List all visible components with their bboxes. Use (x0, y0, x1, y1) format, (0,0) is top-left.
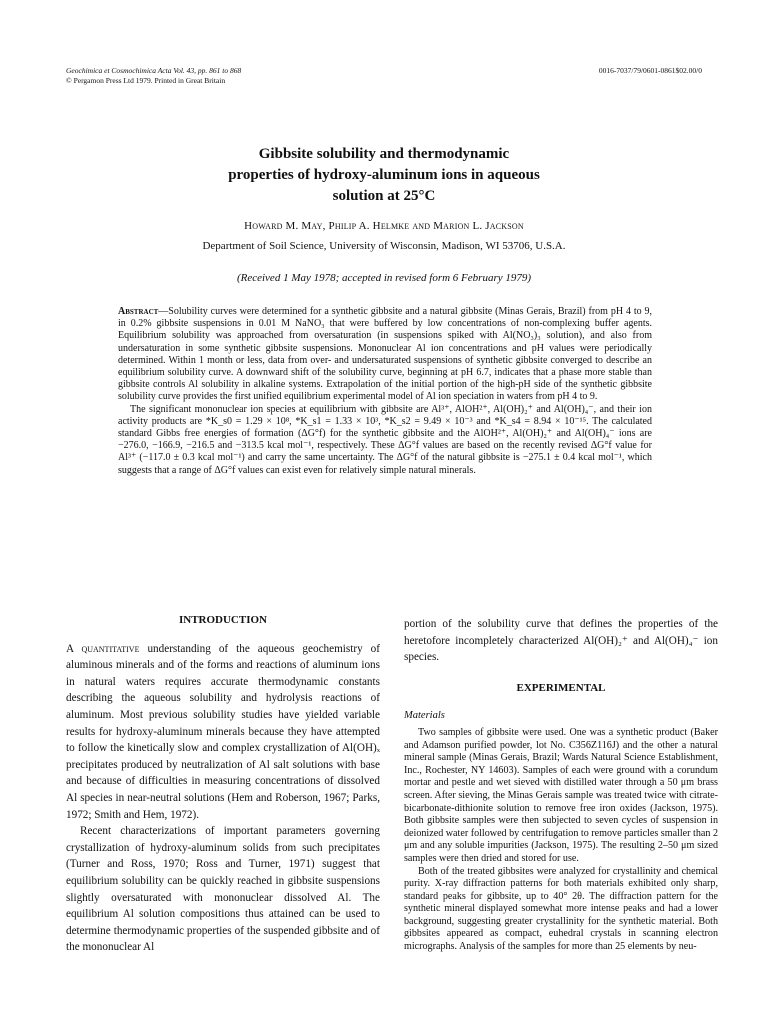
materials-section (404, 727, 718, 954)
materials-paragraph-2: Both of the treated gibbsites were analyzed for crystallinity and chemical purity. X-ray diffraction patterns for both materials exhibited only sharp, standard peaks for gibbsite, up to 40° 2θ. The diffraction pattern for the synthetic mineral displayed somewhat more intense peaks and had a lower background, suggesting greater crystallinity for the synthetic material. Both gibbsites appeared as compact, euhedral crystals in scanning electron micrographs. Analysis of the samples for more than 25 elements by neu- (404, 865, 718, 953)
intro-paragraph-1 (66, 641, 380, 824)
article-code: 0016-7037/79/0601-0861$02.00/0 (598, 66, 702, 75)
affiliation: Department of Soil Science, University of Wisconsin, Madison, WI 53706, U.S.A. (202, 240, 566, 252)
journal-citation (66, 66, 241, 86)
publisher-line: © Pergamon Press Ltd 1979. Printed in Great Britain (66, 76, 226, 85)
title-line-3: solution at 25°C (332, 188, 436, 204)
introduction-heading: INTRODUCTION (178, 614, 267, 626)
intro-lead: A quantitative (66, 642, 140, 655)
article-title (120, 144, 648, 207)
abstract-paragraph-2: The significant mononuclear ion species at equilibrium with gibbsite are Al³⁺, AlOH²⁺, Al(OH)₂⁺ and Al(OH)₄⁻, and their ion activity products are *K_s0 = 1.29 × 10⁸, *K_s1 = 1.33 × 10³, *K_s2 = 9.49 × 10⁻³ and *K_s4 = 8.94 × 10⁻¹⁵. The calculated standard Gibbs free energies of formation (ΔG°f) for the synthetic gibbsite and the AlOH²⁺, Al(OH)₂⁺ and Al(OH)₄⁻ ions are −276.0, −166.9, −216.5 and −313.5 kcal mol⁻¹, respectively. These ΔG°f values are based on the recently revised ΔG°f value for Al³⁺ (−117.0 ± 0.3 kcal mol⁻¹) and carry the same uncertainty. The ΔG°f of the natural gibbsite is −275.1 ± 0.4 kcal mol⁻¹, which suggests that a range of ΔG°f values can exist even for relatively simple natural minerals. (118, 403, 652, 476)
title-line-2: properties of hydroxy-aluminum ions in aqueous (228, 167, 540, 183)
title-line-1: Gibbsite solubility and thermodynamic (258, 146, 510, 162)
journal-line: Geochimica et Cosmochimica Acta Vol. 43, pp. 861 to 868 (66, 66, 242, 75)
right-column (404, 616, 718, 954)
intro-continuation: portion of the solubility curve that defines the properties of the heretofore incompletely characterized Al(OH)₂⁺ and Al(OH)₄⁻ ion species. (404, 618, 718, 664)
abstract-text-1: —Solubility curves were determined for a synthetic gibbsite and a natural gibbsite (Minas Gerais, Brazil) from pH 4 to 9, in 0.2% gibbsite suspensions in 0.01 M NaNO₃ that were buffered by low concentrations of non-complexing buffer agents. Equilibrium solubility was approached from oversaturation (in suspensions spiked with Al(NO₃)₃ solution), and also from undersaturation in some synthetic gibbsite suspensions. Mononuclear Al ion concentrations and pH values were periodically determined. Within 1 month or less, data from over- and undersaturated suspensions of synthetic gibbsite converged to describe an equilibrium solubility curve. A downward shift of the solubility curve, beginning at pH 6.7, indicates that a phase more stable than gibbsite controls Al solubility in alkaline systems. Extrapolation of the initial portion of the high-pH side of the synthetic gibbsite solubility curve provides the first unified equilibrium experimental model of Al ion speciation in waters from pH 4 to 9. (118, 306, 652, 403)
received-dates: (Received 1 May 1978; accepted in revised form 6 February 1979) (236, 272, 532, 284)
intro-paragraph-2: Recent characterizations of important parameters governing crystallization of hydroxy-aluminum solids from such precipitates (Turner and Ross, 1970; Ross and Turner, 1971) suggest that equilibrium solubility can be quickly reached in gibbsite suspensions slightly oversaturated with mononuclear dissolved Al. The equilibrium Al solution compositions thus attained can be used to determine thermodynamic properties of the suspended gibbsite and of the mononuclear Al (66, 825, 380, 954)
left-column (66, 612, 380, 956)
materials-paragraph-1: Two samples of gibbsite were used. One was a synthetic product (Baker and Adamson purified powder, lot No. C356Z116J) and the other a natural mineral sample (Minas Gerais, Brazil; Wards Natural Science Establishment, Inc., Rochester, NY 14603). Samples of each were ground with a corundum mortar and pestle and wet sieved with distilled water through a 50 μm brass screen. After sieving, the Minas Gerais sample was treated twice with citrate-bicarbonate-dithionite solution to remove free iron oxides (Jackson, 1975). Both gibbsite samples were then subjected to seven cycles of suspension in deionized water followed by centrifugation to remove particles smaller than 2 μm and any soluble impurities (Jackson, 1975). The resulting 2–50 μm sized samples were then dried and stored for use. (404, 726, 718, 864)
experimental-heading: EXPERIMENTAL (516, 681, 606, 694)
abstract-paragraph-1 (118, 306, 652, 404)
abstract-label: Abstract (118, 306, 159, 317)
abstract (118, 306, 652, 477)
materials-subheading: Materials (404, 710, 445, 722)
author-list: Howard M. May, Philip A. Helmke and Marion L. Jackson (244, 220, 524, 232)
intro-text-1: understanding of the aqueous geochemistry of aluminous minerals and of the forms and reactions of aluminum ions in natural waters requires accurate thermodynamic constants describing the aqueous solubility and hydrolysis reactions of aluminum. Most previous solubility studies have yielded variable results for hydroxy-aluminum minerals because they have attempted to follow the kinetically slow and complex crystallization of Al(OH)ₓ precipitates produced by neutralization of Al salt solutions with base and because of difficulties in measuring concentrations of dissolved Al species in near-neutral solutions (Hem and Roberson, 1967; Parks, 1972; Smith and Hem, 1972). (66, 642, 380, 821)
